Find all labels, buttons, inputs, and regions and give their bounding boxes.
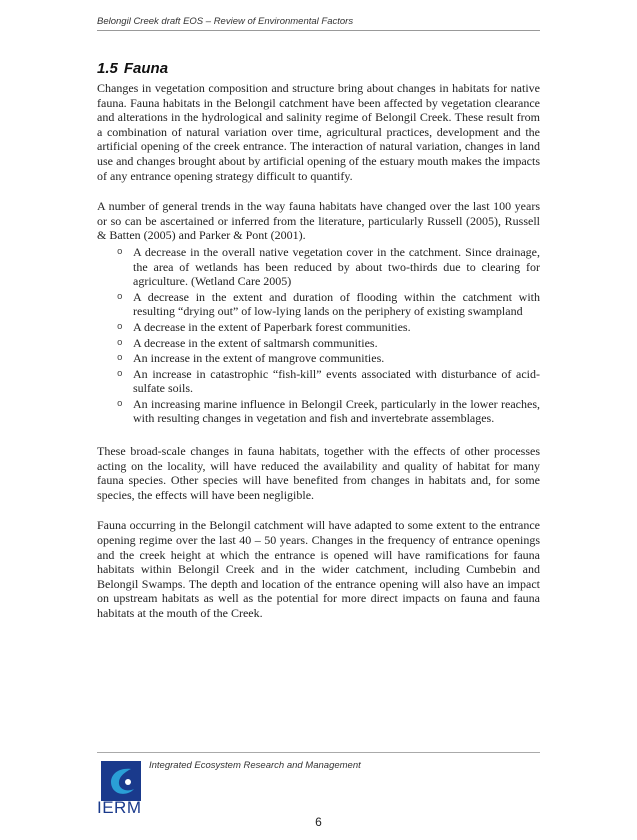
trends-list xyxy=(97,245,540,426)
list-item xyxy=(117,351,540,366)
list-item-text: A decrease in the extent of saltmarsh communities. xyxy=(133,335,378,350)
ierm-logo-icon xyxy=(101,761,141,801)
list-item-text: An increase in the extent of mangrove communities. xyxy=(133,351,385,366)
list-item-text: An increasing marine influence in Belongil Creek, particularly in the lower reaches, with resulting changes in vegetation and fish and invertebrate assemblages. xyxy=(133,396,540,426)
paragraph-trends-intro: A number of general trends in the way fauna habitats have changed over the last 100 years or so can be ascertained or inferred from the literature, particularly Russell (2005), Russell & Batten (2005) and Parker & Pont (2001). xyxy=(97,199,540,243)
paragraph-habitat-changes: These broad-scale changes in fauna habitats, together with the effects of other processes acting on the locality, will have reduced the availability and quality of habitat for many fauna species. Other species will have benefited from changes in habitats and, for some species, the effects will have been negligible. xyxy=(97,444,540,502)
section-heading xyxy=(97,60,540,77)
page-content xyxy=(97,60,540,637)
list-item-text: A decrease in the extent and duration of flooding within the catchment with resulting “drying out” of low-lying lands on the periphery of existing swampland xyxy=(133,289,540,319)
list-item-text: A decrease in the extent of Paperbark forest communities. xyxy=(133,319,411,334)
bullet-icon: o xyxy=(117,353,123,364)
logo-text: IERM xyxy=(97,798,142,817)
bullet-icon: o xyxy=(117,321,123,332)
list-item xyxy=(117,245,540,289)
paragraph-entrance-opening: Fauna occurring in the Belongil catchment will have adapted to some extent to the entrance opening regime over the last 40 – 50 years. Changes in the frequency of entrance openings and the creek height at which the entrance is opened will have ramifications for fauna habitats within Belongil Creek and in the wider catchment, including Cumbebin and Belongil Swamps. The depth and location of the entrance opening will also have an impact on upstream habitats as well as the potential for more direct impacts on fauna and fauna habitats at the mouth of the Creek. xyxy=(97,518,540,620)
bullet-icon: o xyxy=(117,291,123,302)
footer-organisation: Integrated Ecosystem Research and Management xyxy=(149,760,361,771)
bullet-icon: o xyxy=(117,398,123,409)
bullet-icon: o xyxy=(117,337,123,348)
paragraph-intro: Changes in vegetation composition and structure bring about changes in habitats for native fauna. Fauna habitats in the Belongil catchment have been affected by vegetation clearance and alterations in the hydrological and salinity regime of Belongil Creek. These result from a combination of natural variation over time, agricultural practices, development and the artificial opening of the creek entrance. The interaction of natural variation, changes in land use and changes brought about by artificial opening of the estuary mouth makes the impacts of any entrance opening strategy difficult to quantify. xyxy=(97,81,540,183)
list-item-text: A decrease in the overall native vegetation cover in the catchment. Since drainage, the area of wetlands has been reduced by about two-thirds due to clearing for agriculture. (Wetland Care 2005) xyxy=(133,244,540,289)
list-item xyxy=(117,290,540,319)
bullet-icon: o xyxy=(117,368,123,379)
list-item xyxy=(117,320,540,335)
list-item xyxy=(117,336,540,351)
bullet-icon: o xyxy=(117,246,123,257)
section-title: Fauna xyxy=(123,60,169,77)
list-item xyxy=(117,397,540,426)
list-item xyxy=(117,367,540,396)
list-item-text: An increase in catastrophic “fish-kill” events associated with disturbance of acid-sulfate soils. xyxy=(133,366,540,396)
section-number: 1.5 xyxy=(97,60,118,77)
running-header: Belongil Creek draft EOS – Review of Environmental Factors xyxy=(97,16,540,31)
page-footer xyxy=(97,752,540,817)
page-number: 6 xyxy=(315,815,322,829)
